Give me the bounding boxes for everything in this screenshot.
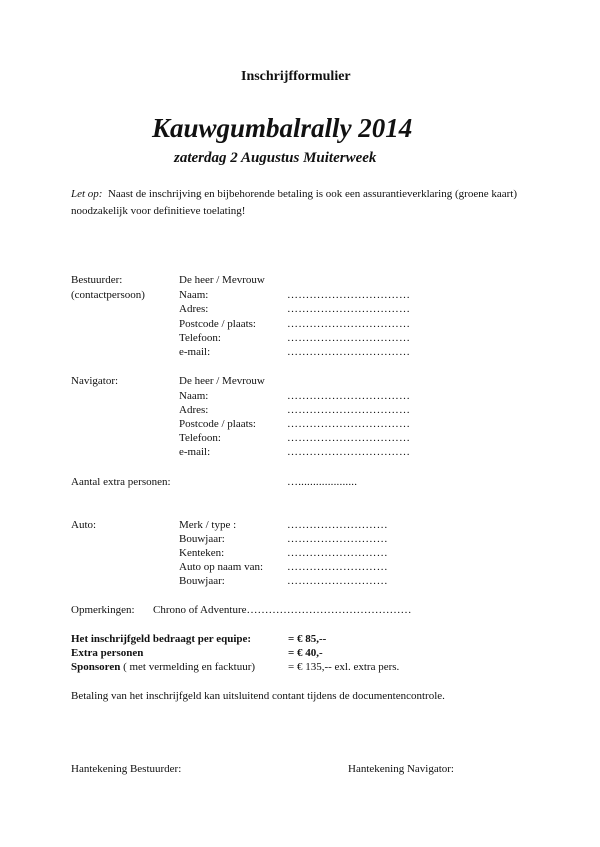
- driver-postcode-field[interactable]: ……………………………: [287, 318, 411, 330]
- car-label: Auto:: [71, 519, 97, 531]
- driver-postcode-label: Postcode / plaats:: [179, 318, 256, 330]
- fee-label-sponsor-suffix: ( met vermelding en facktuur): [120, 661, 256, 673]
- notice-paragraph: [71, 186, 541, 220]
- signature-navigator-label: Hantekening Navigator:: [348, 763, 454, 775]
- fee-label-team: Het inschrijfgeld bedraagt per equipe:: [71, 633, 252, 645]
- event-title: Kauwgumbalrally 2014: [152, 113, 413, 143]
- driver-phone-label: Telefoon:: [179, 332, 221, 344]
- navigator-address-label: Adres:: [179, 404, 209, 416]
- driver-label: Bestuurder:: [71, 274, 123, 286]
- car-year-label: Bouwjaar:: [179, 533, 225, 545]
- fee-amount-extra: = € 40,-: [288, 647, 323, 659]
- event-date: zaterdag 2 Augustus Muiterweek: [174, 150, 377, 166]
- notice-text: Naast de inschrijving en bijbehorende betaling is ook een assurantieverklaring (groene kaart) noodzakelijk voor definitieve toelating!: [71, 188, 517, 217]
- notice-prefix: Let op:: [71, 188, 103, 200]
- extra-persons-field[interactable]: …....................: [287, 476, 358, 488]
- navigator-address-field[interactable]: ……………………………: [287, 404, 411, 416]
- navigator-postcode-field[interactable]: ……………………………: [287, 418, 411, 430]
- driver-sublabel: (contactpersoon): [71, 289, 145, 301]
- extra-persons-label: Aantal extra personen:: [71, 476, 171, 488]
- fee-label-sponsor-main: Sponsoren: [71, 661, 121, 673]
- driver-phone-field[interactable]: ……………………………: [287, 332, 411, 344]
- driver-address-field[interactable]: ……………………………: [287, 303, 411, 315]
- navigator-email-label: e-mail:: [179, 446, 211, 458]
- car-owner-label: Auto op naam van:: [179, 561, 264, 573]
- remarks-field[interactable]: Chrono of Adventure………………………………………: [153, 604, 412, 616]
- fee-label-sponsor: [71, 661, 255, 673]
- navigator-email-field[interactable]: ……………………………: [287, 446, 411, 458]
- navigator-phone-field[interactable]: ……………………………: [287, 432, 411, 444]
- driver-email-label: e-mail:: [179, 346, 211, 358]
- payment-note: Betaling van het inschrijfgeld kan uitsluitend contant tijdens de documentencontrole.: [71, 690, 445, 702]
- driver-email-field[interactable]: ……………………………: [287, 346, 411, 358]
- driver-salutation[interactable]: De heer / Mevrouw: [179, 274, 265, 286]
- navigator-salutation[interactable]: De heer / Mevrouw: [179, 375, 265, 387]
- form-heading: Inschrijfformulier: [241, 69, 351, 84]
- navigator-label: Navigator:: [71, 375, 119, 387]
- navigator-phone-label: Telefoon:: [179, 432, 221, 444]
- car-owner-field[interactable]: ………………………: [287, 561, 388, 573]
- signature-driver-label: Hantekening Bestuurder:: [71, 763, 182, 775]
- car-plate-field[interactable]: ………………………: [287, 547, 388, 559]
- fee-amount-team: = € 85,--: [288, 633, 327, 645]
- car-make-field[interactable]: ………………………: [287, 519, 388, 531]
- fee-amount-sponsor: = € 135,-- exl. extra pers.: [288, 661, 400, 673]
- driver-name-label: Naam:: [179, 289, 209, 301]
- car-year2-field[interactable]: ………………………: [287, 575, 388, 587]
- driver-address-label: Adres:: [179, 303, 209, 315]
- driver-name-field[interactable]: ……………………………: [287, 289, 411, 301]
- fee-label-extra: Extra personen: [71, 647, 144, 659]
- car-make-label: Merk / type :: [179, 519, 237, 531]
- navigator-postcode-label: Postcode / plaats:: [179, 418, 256, 430]
- remarks-label: Opmerkingen:: [71, 604, 135, 616]
- car-year-field[interactable]: ………………………: [287, 533, 388, 545]
- car-plate-label: Kenteken:: [179, 547, 225, 559]
- navigator-name-field[interactable]: ……………………………: [287, 390, 411, 402]
- navigator-name-label: Naam:: [179, 390, 209, 402]
- car-year2-label: Bouwjaar:: [179, 575, 225, 587]
